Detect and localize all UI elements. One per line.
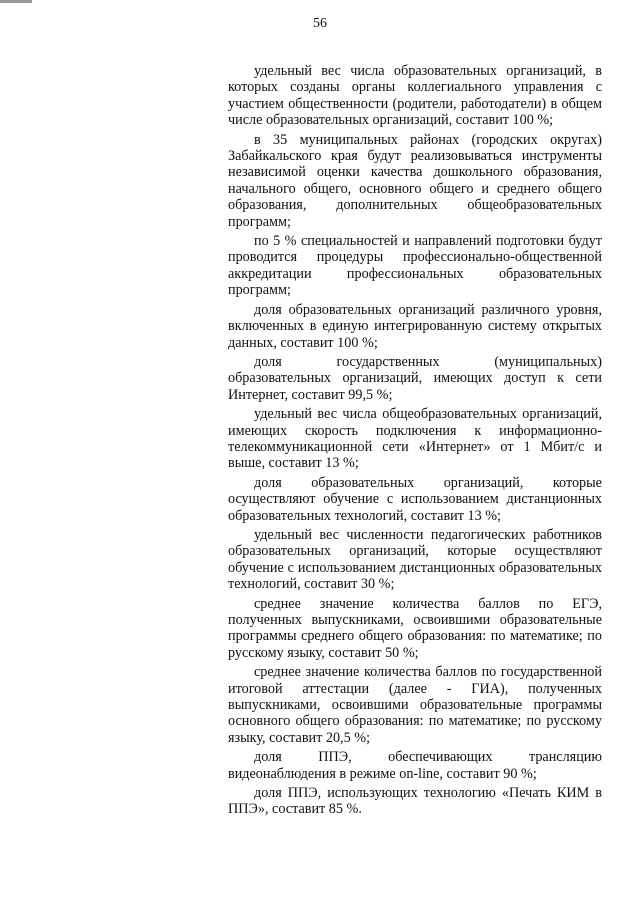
paragraph: удельный вес численности педагогических работников образовательных организаций, которые осуществляют обучение с использованием дистанционных образовательных технологий, составит 30 %; — [228, 526, 602, 593]
paragraph: в 35 муниципальных районах (городских округах) Забайкальского края будут реализовываться инструменты независимой оценки качества дошкольного образования, начального общего, основного общего и среднего общего образования, дополнительных общеобразовательных программ; — [228, 131, 602, 230]
page-number: 56 — [313, 16, 327, 31]
paragraph: по 5 % специальностей и направлений подготовки будут проводится процедуры профессионально-общественной аккредитации профессиональных образовательных программ; — [228, 233, 602, 299]
paragraph: доля ППЭ, использующих технологию «Печать КИМ в ППЭ», составит 85 %. — [228, 785, 602, 818]
scan-corner-mark — [0, 0, 32, 3]
paragraph: доля образовательных организаций, которые осуществляют обучение с использованием дистанционных образовательных технологий, составит 13 %; — [228, 474, 602, 524]
paragraph: удельный вес числа общеобразовательных организаций, имеющих скорость подключения к информационно-телекоммуникационной сети «Интернет» от 1 Мбит/с и выше, составит 13 %; — [228, 406, 602, 472]
paragraph: среднее значение количества баллов по ЕГЭ, полученных выпускниками, освоившими образовательные программы среднего общего образования: по математике; по русскому языку, составит 50 %; — [228, 595, 602, 661]
document-body — [228, 63, 602, 821]
paragraph: доля образовательных организаций различного уровня, включенных в единую интегрированную систему открытых данных, составит 100 %; — [228, 301, 602, 351]
paragraph: среднее значение количества баллов по государственной итоговой аттестации (далее - ГИА), полученных выпускниками, освоившими образовательные программы основного общего образования: по математике; по русскому языку, составит 20,5 %; — [228, 664, 602, 746]
paragraph: доля ППЭ, обеспечивающих трансляцию видеонаблюдения в режиме on-line, составит 90 %; — [228, 749, 602, 782]
paragraph: удельный вес числа образовательных организаций, в которых созданы органы коллегиального управления с участием общественности (родители, работодатели) в общем числе образовательных организаций, составит 100 %; — [228, 63, 602, 129]
paragraph: доля государственных (муниципальных) образовательных организаций, имеющих доступ к сети Интернет, составит 99,5 %; — [228, 353, 602, 403]
